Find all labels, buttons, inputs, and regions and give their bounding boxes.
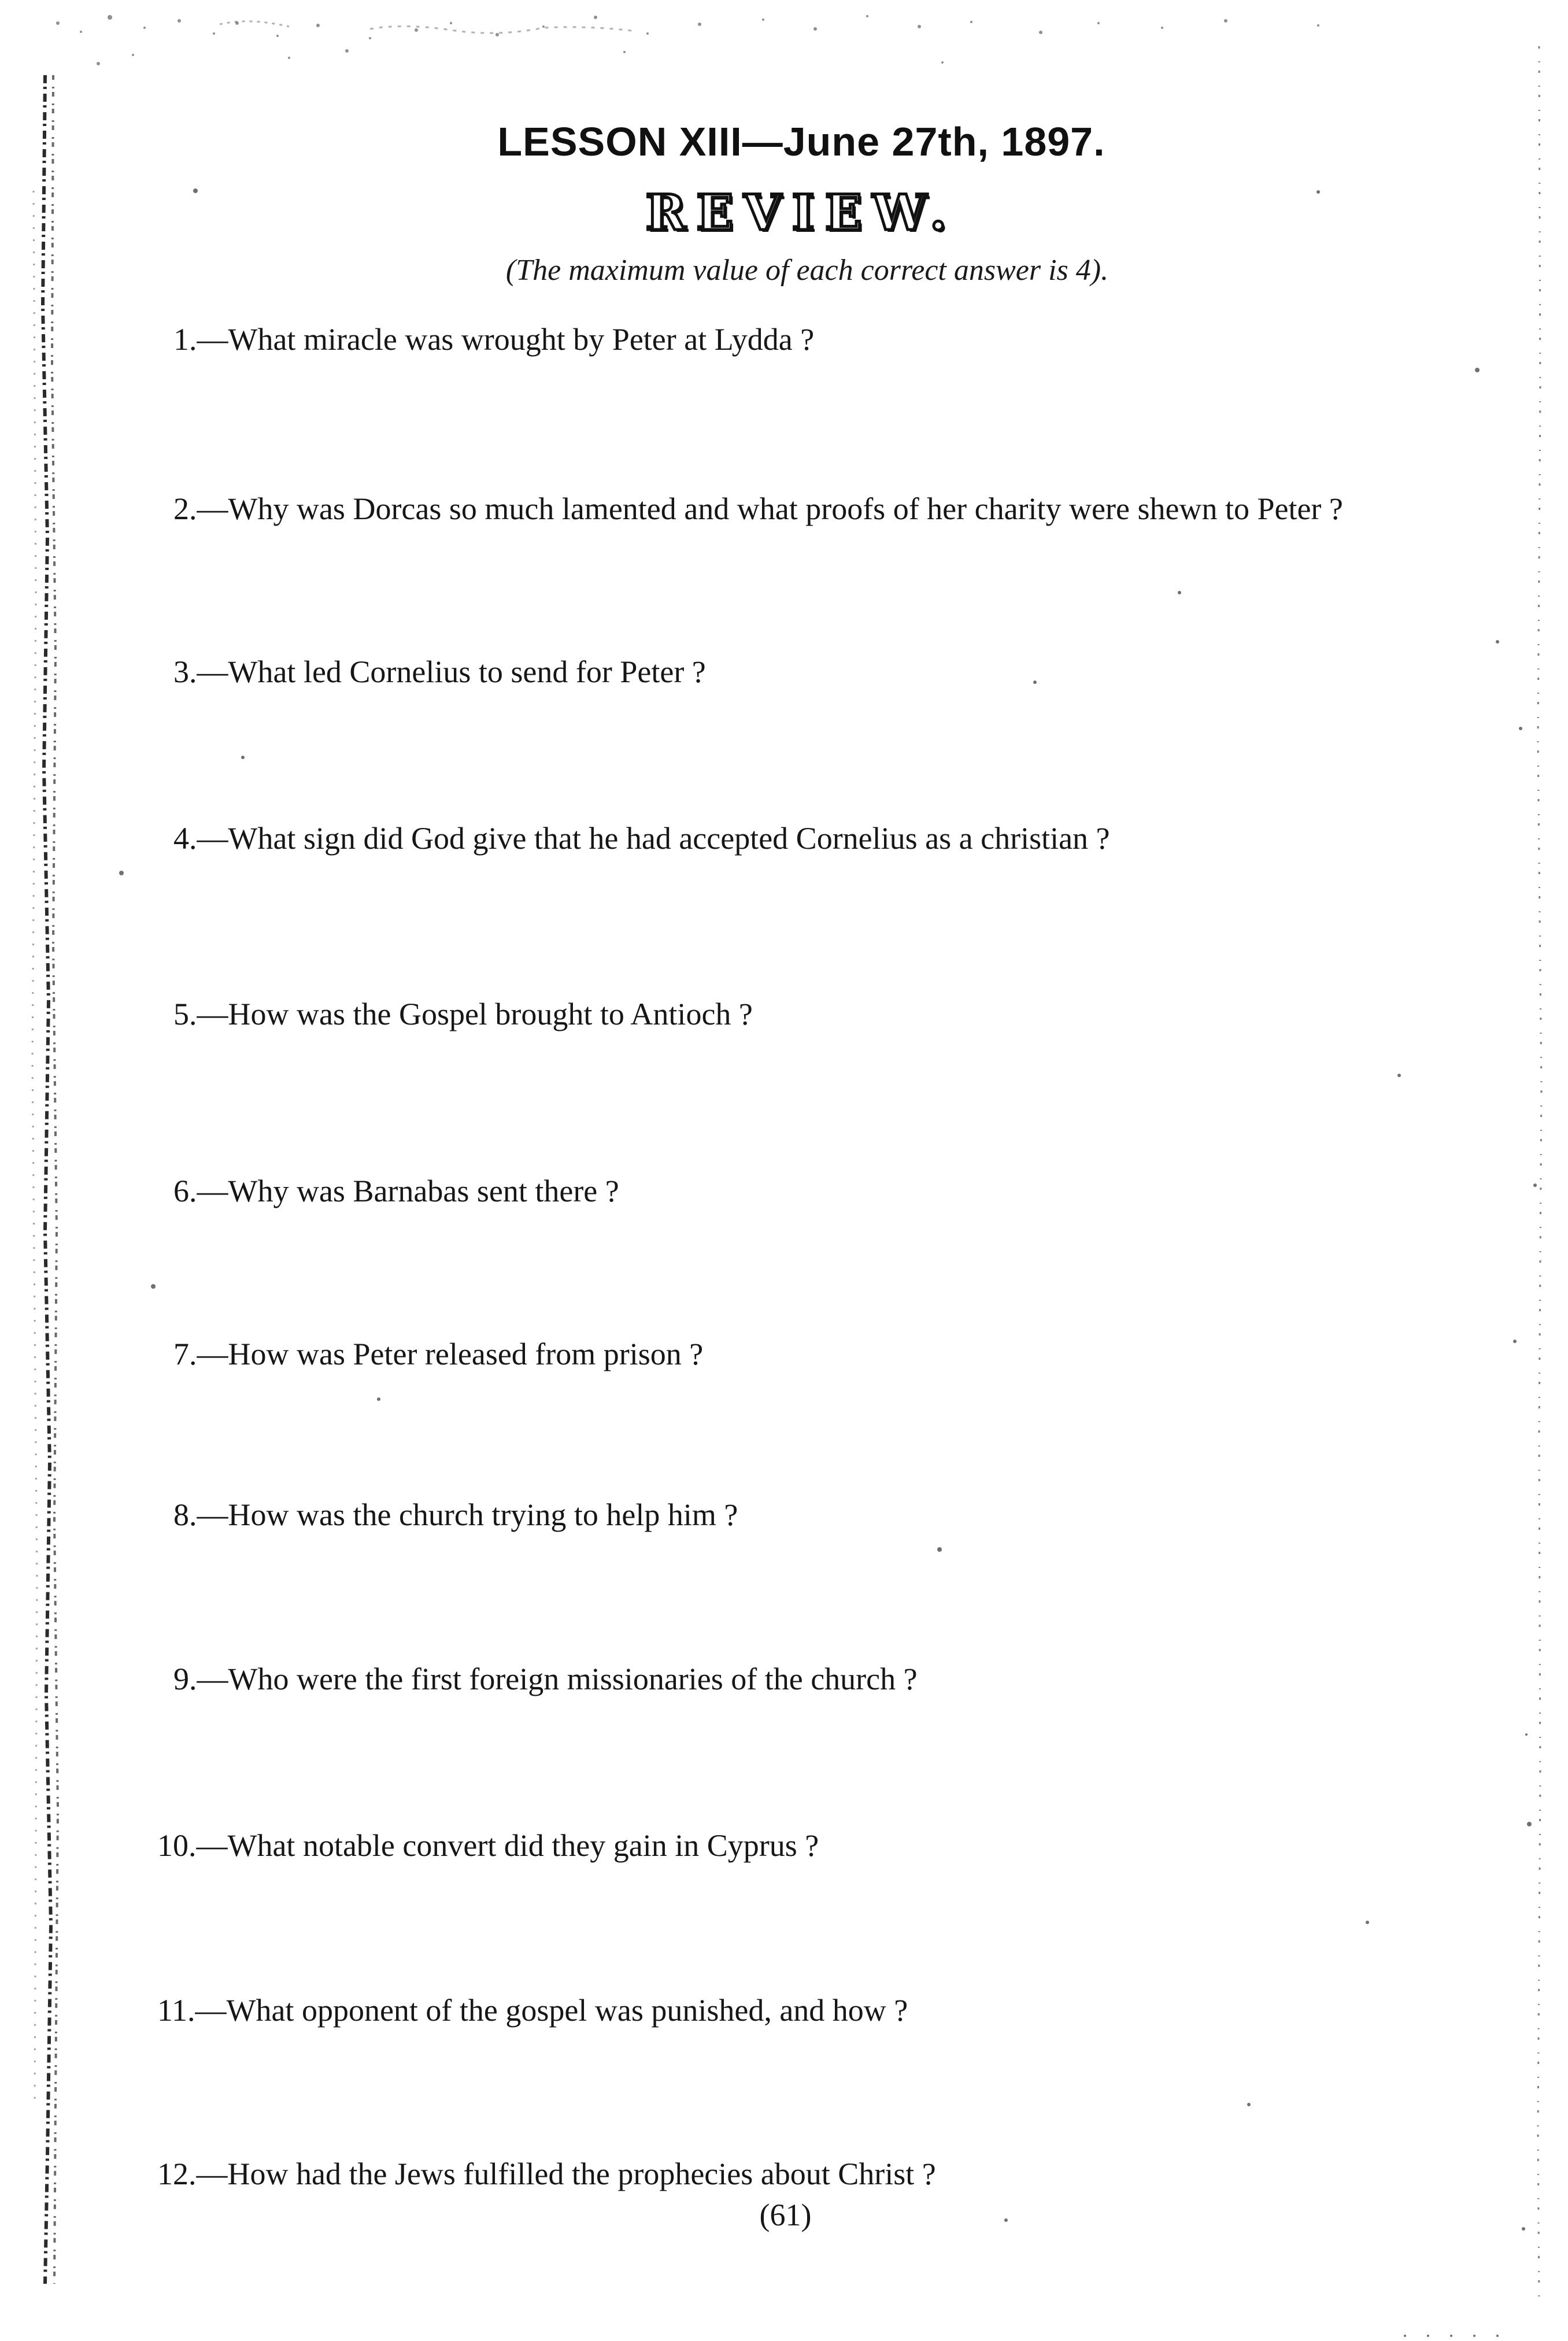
question-number: 12.— [157, 2157, 228, 2191]
question-text: What opponent of the gospel was punished, and how ? [226, 1993, 908, 2028]
scoring-note: (The maximum value of each correct answer is 4). [505, 254, 1109, 287]
question-7 [173, 1336, 703, 1373]
question-text: How had the Jews fulfilled the prophecies about Christ ? [227, 2157, 936, 2191]
question-2 [173, 490, 1343, 527]
question-number: 7.— [173, 1337, 228, 1371]
question-number: 11.— [157, 1993, 227, 2028]
question-11 [157, 1992, 908, 2029]
question-3 [173, 653, 706, 690]
lesson-title: LESSON XIII—June 27th, 1897. [497, 119, 1105, 164]
question-number: 4.— [173, 821, 228, 856]
question-8 [173, 1496, 738, 1533]
question-12 [157, 2155, 936, 2192]
question-text: What sign did God give that he had accepted Cornelius as a christian ? [228, 821, 1110, 856]
question-text: What notable convert did they gain in Cyprus ? [227, 1828, 819, 1863]
question-4 [173, 820, 1110, 857]
question-number: 10.— [157, 1828, 228, 1863]
question-10 [157, 1827, 819, 1864]
question-text: Why was Dorcas so much lamented and what proofs of her charity were shewn to Peter ? [228, 491, 1343, 526]
question-1 [173, 321, 814, 358]
question-number: 3.— [173, 654, 228, 689]
question-number: 6.— [173, 1174, 228, 1208]
question-6 [173, 1173, 619, 1210]
question-text: How was the church trying to help him ? [228, 1497, 738, 1532]
question-text: What led Cornelius to send for Peter ? [228, 654, 706, 689]
question-number: 2.— [173, 491, 228, 526]
question-text: Who were the first foreign missionaries of the church ? [228, 1662, 918, 1696]
page-number: (61) [759, 2198, 812, 2232]
review-title: REVIEW. [645, 184, 957, 241]
question-number: 1.— [173, 322, 228, 357]
question-text: What miracle was wrought by Peter at Lydda ? [228, 322, 815, 357]
question-number: 9.— [173, 1662, 228, 1696]
question-number: 5.— [173, 997, 228, 1031]
question-text: How was the Gospel brought to Antioch ? [228, 997, 753, 1031]
question-5 [173, 996, 753, 1033]
question-text: How was Peter released from prison ? [228, 1337, 704, 1371]
question-number: 8.— [173, 1497, 228, 1532]
question-text: Why was Barnabas sent there ? [228, 1174, 619, 1208]
question-9 [173, 1660, 918, 1697]
